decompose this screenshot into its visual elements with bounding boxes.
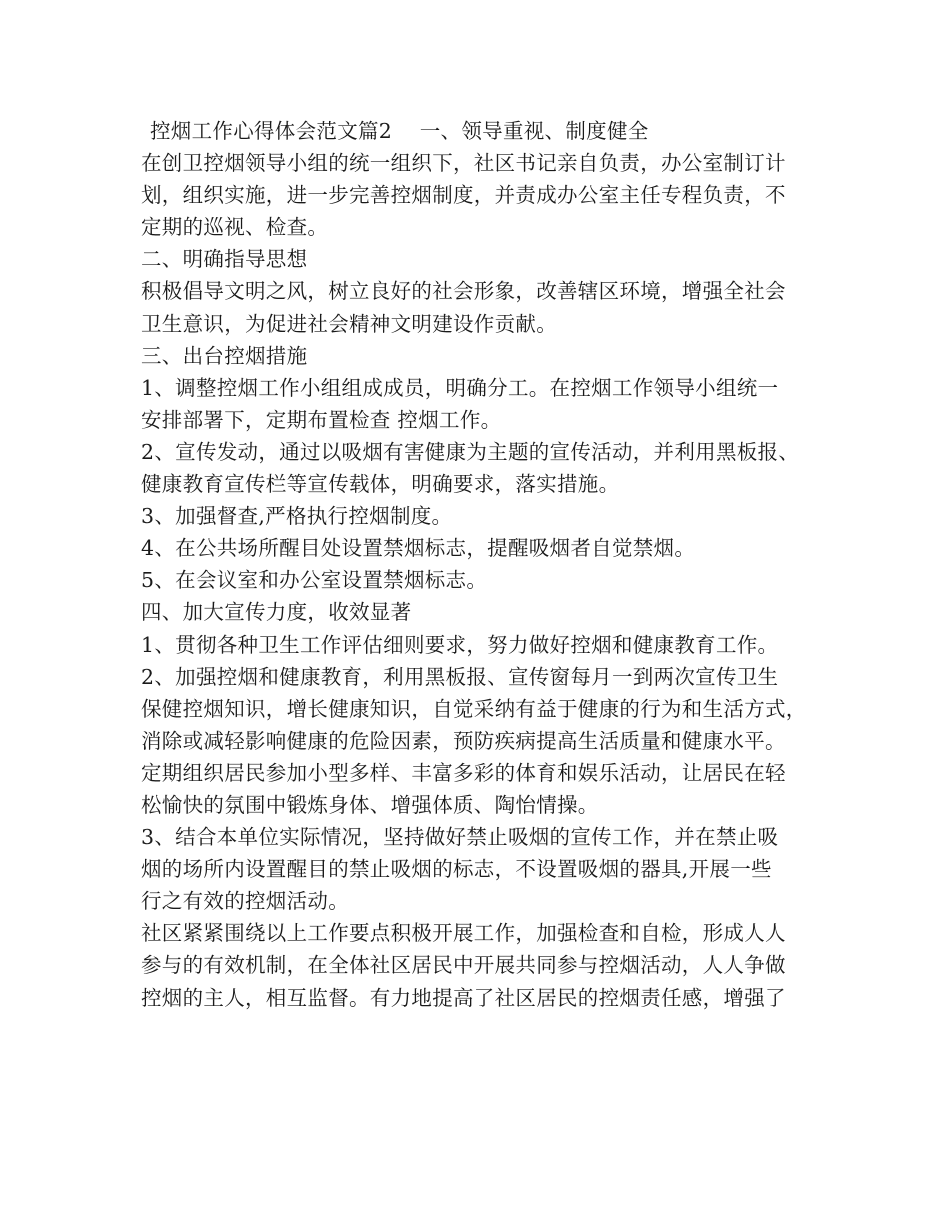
- text-line: 健康教育宣传栏等宣传载体，明确要求，落实措施。: [141, 472, 620, 497]
- text-line: 4、在公共场所醒目处设置禁烟标志，提醒吸烟者自觉禁烟。: [141, 536, 696, 561]
- text-line: 安排部署下，定期布置检查 控烟工作。: [141, 407, 502, 432]
- text-line: 2、加强控烟和健康教育，利用黑板报、宣传窗每月一到两次宣传卫生: [141, 664, 779, 689]
- text-line: 3、结合本单位实际情况，坚持做好禁止吸烟的宣传工作，并在禁止吸: [141, 825, 779, 850]
- text-line: 行之有效的控烟活动。: [141, 889, 349, 914]
- text-line: 划，组织实施，进一步完善控烟制度，并责成办公室主任专程负责，不: [141, 183, 786, 208]
- text-line: 松愉快的氛围中锻炼身体、增强体质、陶怡情操。: [141, 792, 599, 817]
- section-heading: 二、明确指导思想: [141, 247, 308, 272]
- text-line: 烟的场所内设置醒目的禁止吸烟的标志，不设置吸烟的器具,开展一些: [141, 857, 772, 882]
- text-line: 保健控烟知识，增长健康知识，自觉采纳有益于健康的行为和生活方式，: [141, 696, 807, 721]
- text-line: 1、调整控烟工作小组组成成员，明确分工。在控烟工作领导小组统一: [141, 375, 779, 400]
- title-line: 控烟工作心得体会范文篇2 一、领导重视、制度健全: [150, 119, 649, 143]
- text-line: 消除或减轻影响健康的危险因素，预防疾病提高生活质量和健康水平。: [141, 728, 786, 753]
- text-line: 定期的巡视、检查。: [141, 215, 329, 240]
- text-line: 控烟的主人，相互监督。有力地提高了社区居民的控烟责任感，增强了: [141, 985, 786, 1010]
- text-line: 1、贯彻各种卫生工作评估细则要求，努力做好控烟和健康教育工作。: [141, 632, 779, 657]
- section-heading: 三、出台控烟措施: [141, 343, 308, 368]
- text-line: 在创卫控烟领导小组的统一组织下，社区书记亲自负责，办公室制订计: [141, 151, 786, 176]
- document-body: [141, 115, 831, 1014]
- text-line: 社区紧紧围绕以上工作要点积极开展工作，加强检查和自检，形成人人: [141, 921, 786, 946]
- text-line: 参与的有效机制，在全体社区居民中开展共同参与控烟活动，人人争做: [141, 953, 786, 978]
- text-line: 5、在会议室和办公室设置禁烟标志。: [141, 568, 488, 593]
- text-line: 积极倡导文明之风，树立良好的社会形象，改善辖区环境，增强全社会: [141, 279, 786, 304]
- text-line: 2、宣传发动，通过以吸烟有害健康为主题的宣传活动，并利用黑板报、: [141, 439, 800, 464]
- section-heading: 四、加大宣传力度，收效显著: [141, 600, 412, 625]
- text-line: 3、加强督查,严格执行控烟制度。: [141, 504, 453, 529]
- text-line: 卫生意识，为促进社会精神文明建设作贡献。: [141, 311, 557, 336]
- text-line: 定期组织居民参加小型多样、丰富多彩的体育和娱乐活动，让居民在轻: [141, 760, 786, 785]
